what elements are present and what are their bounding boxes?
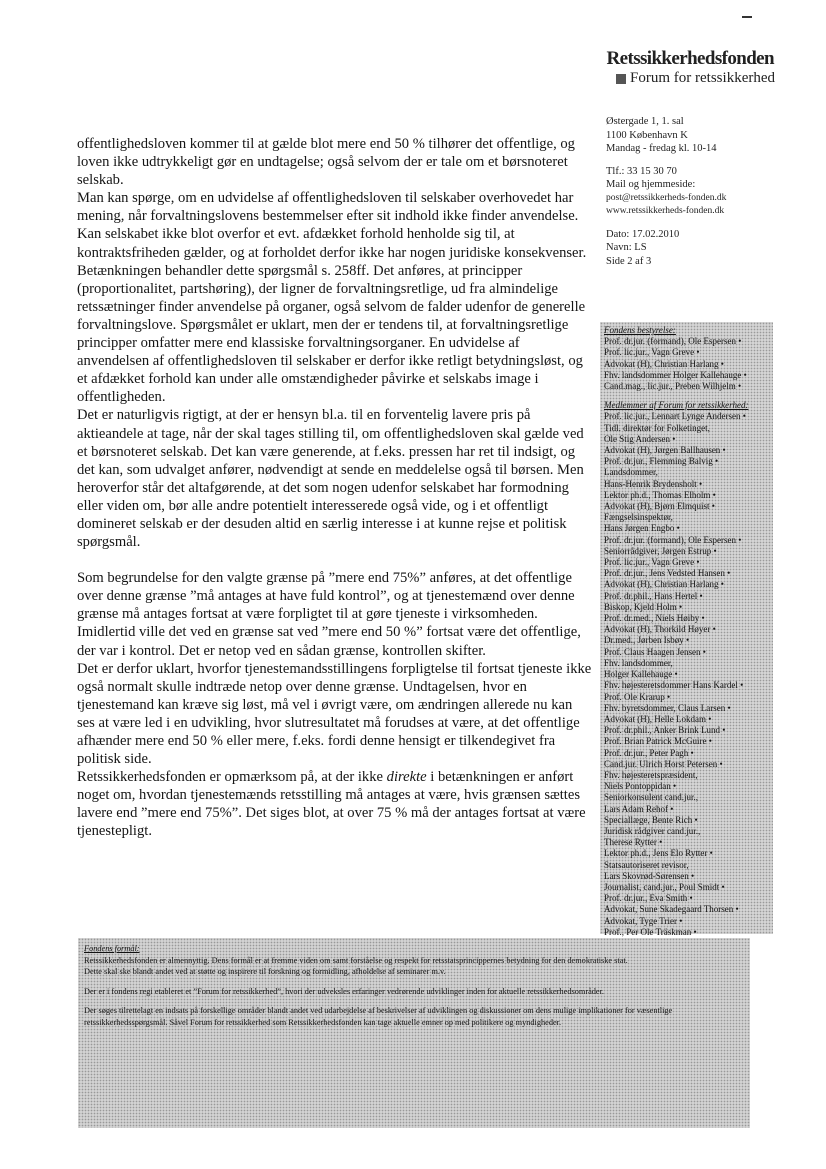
mail-label: Mail og hjemmeside: — [606, 179, 696, 190]
text-run: Retssikkerhedsfonden er opmærksom på, at der ikke — [77, 769, 387, 786]
author-initials: Navn: LS — [606, 242, 647, 253]
member-entry: Prof. Brian Patrick McGuire • — [604, 736, 712, 747]
member-entry: Statsautoriseret revisor, — [604, 859, 689, 870]
member-entry: Prof. dr.jur. (formand), Ole Espersen • — [604, 336, 742, 347]
paragraph: offentlighedsloven kommer til at gælde blot mere end 50 % tilhører det offentlige, og loven ikke udtrykkeligt gør en undtagelse; også selvom der er tale om et børsnoteret selskab. — [77, 136, 575, 189]
member-entry: Prof., Per Ole Träskman • — [604, 926, 697, 937]
address-line-1: Østergade 1, 1. sal — [606, 116, 684, 127]
org-tagline-row — [616, 70, 775, 87]
board-heading: Fondens bestyrelse: — [604, 325, 676, 335]
member-entry: Prof. dr.jur., Peter Pagh • — [604, 747, 694, 758]
member-entry: Prof. Claus Haagen Jensen • — [604, 646, 706, 657]
org-name: Retssikkerhedsfonden — [606, 48, 774, 69]
opening-hours: Mandag - fredag kl. 10-14 — [606, 143, 717, 154]
member-entry: Hans Jørgen Engbo • — [604, 523, 680, 534]
text-run: i betænkningen er anført noget om, hvordan tjenestemænds retsstilling må antages at være, hvis grænsen sættes lavere end ”mere end 75%”. Det siges blot, at over 75 % må der antages fortsat at være tjenestepligt. — [77, 769, 586, 840]
email: post@retssikkerheds-fonden.dk — [606, 192, 727, 203]
member-entry: Fhv. byretsdommer, Claus Larsen • — [604, 702, 731, 713]
member-entry: Prof. lic.jur., Lennart Lynge Andersen • — [604, 411, 746, 422]
member-entry: Cand.jur. Ulrich Horst Petersen • — [604, 758, 723, 769]
purpose-text: Der er i fondens regi etableret et ”Forum for retssikkerhed”, hvori der udveksles erfaringer vedrørende udviklinger inden for aktuelle retssikkerhedsområder. — [84, 986, 604, 996]
member-entry: Fængselsinspektør, — [604, 512, 673, 523]
member-entry: Therese Rytter • — [604, 837, 663, 848]
member-entry: Lars Adam Rehof • — [604, 803, 674, 814]
member-entry: Niels Pontoppidan • — [604, 781, 677, 792]
phone: Tlf.: 33 15 30 70 — [606, 165, 677, 177]
member-entry: Prof. lic.jur., Vagn Greve • — [604, 347, 700, 358]
website: www.retssikkerheds-fonden.dk — [606, 206, 725, 216]
member-entry: Lektor ph.d., Thomas Elholm • — [604, 489, 716, 500]
member-entry: Prof. dr.jur., Jens Vedsted Hansen • — [604, 568, 731, 579]
member-entry: Ole Stig Andersen • — [604, 433, 676, 444]
paragraph: Som begrundelse for den valgte grænse på ”mere end 75%” anføres, at det offentlige over denne grænse ”må antages at have fuld kontrol”, og at tjenestemænd over denne grænse må antages fortsat at være forpligtet til at gøre tjeneste i virksomheden. — [77, 570, 575, 623]
member-entry: Fhv. landsdommer, — [604, 657, 673, 668]
purpose-text: Retssikkerhedsfonden er almennyttig. Dens formål er at fremme viden om samt forståelse og respekt for retsstatsprincippernes betydning for den demokratiske stat. — [84, 955, 628, 965]
member-entry: Speciallæge, Bente Rich • — [604, 814, 698, 825]
member-entry: Prof. dr.jur., Eva Smith • — [604, 893, 693, 904]
member-entry: Tidl. direktør for Folketinget, — [604, 422, 710, 433]
member-entry: Prof. dr.phil., Anker Brink Lund • — [604, 725, 726, 736]
member-entry: Lektor ph.d., Jens Elo Rytter • — [604, 848, 713, 859]
member-entry: Cand.mag., lic.jur., Preben Wilhjelm • — [604, 381, 742, 392]
forum-member-list — [604, 411, 769, 982]
member-entry: Fhv. højesteretspræsident, — [604, 769, 698, 780]
member-entry: Prof. lic.jur., Vagn Greve • — [604, 557, 700, 568]
member-entry: Prof. dr.jur., Flemming Balvig • — [604, 456, 719, 467]
purpose-text: Dette skal ske blandt andet ved at støtte og inspirere til forskning og formidling, afholdelse af seminarer m.v. — [84, 967, 446, 977]
paragraph: Det er derfor uklart, hvorfor tjenestemandsstillingens forpligtelse til fortsat tjeneste ikke også normalt skulle indtræde netop over denne grænse. Undtagelsen, hvor en tjenestemand kan kræve sig løst, må vel i øvrigt være, om ændringen allerede nu kan ses at være led i en udvikling, hvor slutresultatet må forudses at være, at det offentlige afhænder mere end 50 % eller mere, f.eks. fordi denne hensigt er tilkendegivet fra politisk side. — [77, 660, 592, 768]
paragraph: Imidlertid ville det ved en grænse sat ved ”mere end 50 %” fortsat være det offentlige, der var i kontrol. Det er netop ved en sådan grænse, kontrollen skifter. — [77, 624, 581, 659]
board-sidebar — [600, 322, 773, 937]
member-entry: Juridisk rådgiver cand.jur., — [604, 825, 701, 836]
emphasis: direkte — [386, 769, 427, 786]
org-tagline: Forum for retssikkerhed — [630, 70, 775, 86]
forum-heading: Medlemmer af Forum for retssikkerhed: — [604, 400, 749, 411]
paragraph: Det er naturligvis rigtigt, at der er hensyn bl.a. til en forventelig lavere pris på aktieandele at tage, når der skal tages stilling til, om offentlighedsloven skal gælde ved et børsnoteret selskab. Det kan være generende, at f.eks. pressen har ret til indsigt, og det kan, som udvalget anfører, nødvendigt at sende en meddelelse også til børsen. Men heroverfor står det altafgørende, at det som nogen udenfor selskabet har formodning eller viden om, bør alle andre potentielt interesserede også vide, og i et offentligt domineret selskab er der desuden altid en særlig interesse i at kunne rejse et politisk spørgsmål. — [77, 407, 584, 551]
board-member-list — [604, 336, 769, 392]
paragraph — [77, 768, 592, 840]
member-entry: Advokat (H), Christian Harlang • — [604, 358, 724, 369]
purpose-heading: Fondens formål: — [84, 944, 140, 953]
member-entry: Fhv. landsdommer Holger Kallehauge • — [604, 369, 747, 380]
member-entry: Advokat, Tyge Trier • — [604, 915, 683, 926]
page-number: Side 2 af 3 — [606, 255, 652, 267]
member-entry: Lars Skovrød-Sørensen • — [604, 870, 695, 881]
member-entry: Holger Kallehauge • — [604, 669, 678, 680]
member-entry: Advokat (H), Thorkild Høyer • — [604, 624, 716, 635]
letter-body — [77, 135, 592, 841]
member-entry: Fhv. højesteretsdommer Hans Kardel • — [604, 680, 744, 691]
member-entry: Journalist, cand.jur., Poul Smidt • — [604, 881, 725, 892]
member-entry: Hans-Henrik Brydensholt • — [604, 478, 703, 489]
member-entry: Advokat (H), Bjørn Elmquist • — [604, 501, 715, 512]
purpose-footer — [78, 938, 750, 1128]
paragraph: Man kan spørge, om en udvidelse af offentlighedsloven til selskaber overhovedet har mening, når forvaltningslovens bestemmelser efter sit indhold ikke finder anvendelse. Kan selskabet ikke blot overfor et evt. afdækket forhold henholde sig til, at kontraktsfriheden gælder, og at forholdet derfor ikke har nogen juridiske konsekvenser. Betænkningen behandler dette spørgsmål s. 258ff. Det anføres, at principper (proportionalitet, partshøring), der ligner de forvaltningsretlige, ud fra almindelige retssætninger finder anvendelse på organer, også selvom de falder udenfor de generelle forvaltningslove. Spørgsmålet er uklart, men der er tendens til, at forvaltningsretlige principper omfatter mere end klassiske forvaltningsorganer. En udvidelse af anvendelsen af offentlighedsloven til selskaber er derfor ikke retligt betydningsløst, og et afdækket forhold kan under alle omstændigheder påvirke et selskabs image i offentligheden. — [77, 190, 587, 406]
member-entry: Prof. dr.med., Niels Høiby • — [604, 613, 705, 624]
member-entry: Prof. dr.phil., Hans Hertel • — [604, 590, 703, 601]
square-bullet-icon — [616, 74, 626, 84]
member-entry: Advokat (H), Christian Harlang • — [604, 579, 724, 590]
purpose-text: Der søges tilrettelagt en indsats på forskellige områder blandt andet ved udarbejdelse af beskrivelser af udviklingen og diskussioner om dens mulige implikationer for væsentlige retssikkerhedsspørgsmål. Såvel Forum for retssikkerhed som Retssikkerhedsfonden kan tage aktuelle emner op med politikere og myndigheder. — [84, 1006, 673, 1027]
member-entry: Seniorkonsulent cand.jur., — [604, 792, 698, 803]
member-entry: Dr.med., Jørben Isbøy • — [604, 635, 690, 646]
scan-mark — [742, 16, 752, 18]
letter-date: Dato: 17.02.2010 — [606, 228, 680, 240]
contact-block — [606, 115, 806, 268]
member-entry: Landsdommer, — [604, 467, 658, 478]
member-entry: Prof. Ole Krarup • — [604, 691, 671, 702]
member-entry: Advokat (H), Jørgen Ballhausen • — [604, 445, 726, 456]
member-entry: Advokat (H), Helle Lokdam • — [604, 713, 712, 724]
member-entry: Seniorrådgiver, Jørgen Estrup • — [604, 545, 717, 556]
member-entry: Prof. dr.jur. (formand), Ole Espersen • — [604, 534, 742, 545]
member-entry: Biskop, Kjeld Holm • — [604, 601, 683, 612]
member-entry: Advokat, Sune Skadegaard Thorsen • — [604, 904, 739, 915]
address-line-2: 1100 København K — [606, 129, 688, 141]
